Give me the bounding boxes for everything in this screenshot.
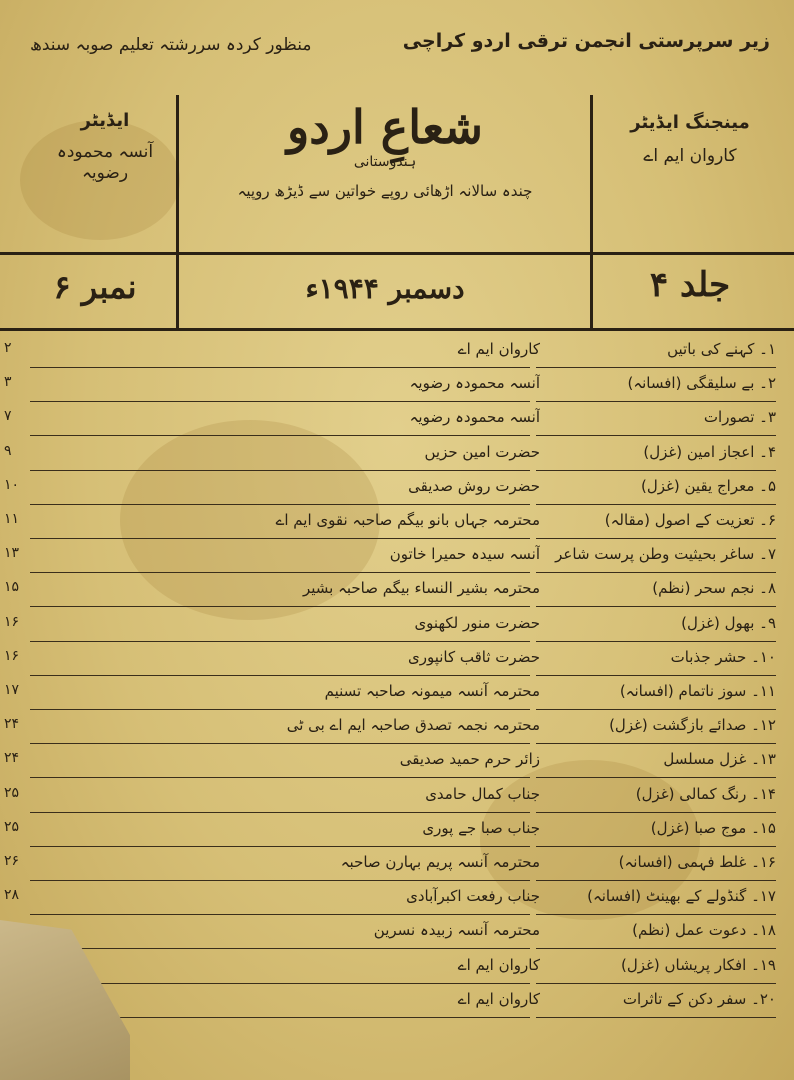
entry-author: جناب رفعت اکبرآبادی — [406, 887, 540, 906]
table-row — [0, 374, 794, 408]
divider-right — [590, 95, 593, 330]
magazine-title: شعاعِ اردو — [287, 100, 483, 154]
table-row — [0, 477, 794, 511]
entry-title: ۶۔ تعزیت کے اصول (مقالہ) — [604, 511, 776, 529]
author-rule — [30, 641, 530, 642]
entry-page: ۱۷ — [4, 682, 20, 698]
entry-title: ۱۱۔ سوز ناتمام (افسانہ) — [619, 682, 776, 700]
title-rule — [536, 572, 776, 573]
entry-page: ۱۶ — [4, 647, 20, 664]
entry-page: ۱۰ — [4, 476, 20, 493]
header-bottom-rule — [0, 328, 794, 331]
title-rule — [536, 743, 776, 744]
entry-title: ۱۸۔ دعوت عمل (نظم) — [632, 921, 776, 940]
entry-author: آنسہ محمودہ رضویہ — [409, 374, 540, 393]
entry-title: ۱۵۔ موج صبا (غزل) — [650, 818, 776, 837]
table-row — [0, 853, 794, 887]
editor-block — [40, 110, 170, 183]
table-row — [0, 340, 794, 374]
table-row — [0, 921, 794, 955]
title-rule — [536, 1017, 776, 1018]
title-rule — [536, 470, 776, 471]
entry-title: ۱۔ کہنے کی باتیں — [667, 340, 776, 358]
editor-name: آنسہ محمودہ رضویہ — [56, 142, 154, 183]
entry-author: محترمہ آنسہ پریم بہارن صاحبہ — [340, 853, 540, 871]
entry-page: ۲۵ — [4, 818, 20, 835]
entry-title: ۱۷۔ گنڈولے کے بھینٹ (افسانہ) — [587, 887, 776, 906]
subscription-line: چندہ سالانہ اڑھائی روپے خواتین سے ڈیڑھ روپیہ — [237, 182, 533, 200]
author-rule — [30, 709, 530, 710]
entry-author: محترمہ آنسہ زبیدہ نسرین — [373, 921, 540, 940]
entry-page: ۲۵ — [4, 784, 20, 801]
patronage-line: زیر سرپرستی انجمن ترقی اردو کراچی — [402, 30, 770, 52]
entry-author: آنسہ محمودہ رضویہ — [409, 408, 540, 427]
manager-name: کاروان ایم اے — [643, 146, 737, 166]
entry-author: محترمہ نجمہ تصدق صاحبہ ایم اے بی ٹی — [286, 716, 540, 735]
entry-title: ۳۔ تصورات — [703, 408, 776, 427]
entry-author: کاروان ایم اے — [457, 955, 540, 974]
table-row — [0, 750, 794, 784]
entry-author: حضرت منور لکھنوی — [414, 613, 540, 632]
author-rule — [30, 538, 530, 539]
entry-title: ۴۔ اعجاز امین (غزل) — [643, 442, 776, 461]
issue-number: نمبر ۶ — [53, 268, 137, 306]
entry-title: ۱۴۔ رنگ کمالی (غزل) — [635, 784, 776, 803]
entry-page: ۱۶ — [4, 613, 20, 630]
entry-title: ۸۔ نجم سحر (نظم) — [652, 579, 776, 598]
author-rule — [30, 743, 530, 744]
table-row — [0, 887, 794, 921]
entry-author: محترمہ آنسہ میمونہ صاحبہ تسنیم — [324, 682, 540, 700]
entry-page: ۳ — [4, 374, 12, 391]
author-rule — [30, 470, 530, 471]
author-rule — [30, 983, 530, 984]
table-row — [0, 819, 794, 853]
title-rule — [536, 606, 776, 607]
table-row — [0, 682, 794, 716]
entry-page: ۲۶ — [4, 853, 20, 869]
masthead — [185, 100, 585, 200]
entry-page: ۱۱ — [4, 511, 20, 527]
manager-label: مینجنگ ایڈیٹر — [630, 112, 750, 133]
divider-left — [176, 95, 179, 330]
editor-label: ایڈیٹر — [80, 110, 130, 131]
author-rule — [30, 914, 530, 915]
title-rule — [536, 367, 776, 368]
entry-page: ۷ — [4, 408, 12, 425]
title-rule — [536, 812, 776, 813]
approval-line: منظور کردہ سررشتہ تعلیم صوبہ سندھ — [30, 35, 312, 55]
entry-author: جناب صبا جے پوری — [422, 818, 540, 837]
table-row — [0, 579, 794, 613]
entry-title: ۱۲۔ صدائے بازگشت (غزل) — [609, 716, 776, 735]
title-rule — [536, 777, 776, 778]
entry-page: ۲۴ — [4, 716, 20, 733]
author-rule — [30, 606, 530, 607]
entry-page: ۹ — [4, 442, 12, 459]
author-rule — [30, 367, 530, 368]
table-row — [0, 956, 794, 990]
table-row — [0, 511, 794, 545]
title-rule — [536, 709, 776, 710]
title-rule — [536, 538, 776, 539]
entry-title: ۱۶۔ غلط فہمی (افسانہ) — [618, 853, 776, 871]
author-rule — [30, 880, 530, 881]
entry-page: ۱۵ — [4, 579, 20, 596]
entry-title: ۲۰۔ سفر دکن کے تاثرات — [622, 989, 776, 1008]
entry-author: جناب کمال حامدی — [425, 784, 540, 803]
entry-author: کاروان ایم اے — [457, 989, 540, 1008]
author-rule — [30, 435, 530, 436]
table-row — [0, 785, 794, 819]
entry-page: ۲۸ — [4, 887, 20, 904]
entry-title: ۱۰۔ حشر جذبات — [670, 647, 776, 666]
title-rule — [536, 914, 776, 915]
entry-author: محترمہ بشیر النساء بیگم صاحبہ بشیر — [302, 579, 540, 598]
title-rule — [536, 983, 776, 984]
title-rule — [536, 675, 776, 676]
title-rule — [536, 880, 776, 881]
author-rule — [30, 948, 530, 949]
entry-author: محترمہ جہاں بانو بیگم صاحبہ نقوی ایم اے — [275, 511, 540, 529]
magazine-subtitle: ہندوستانی — [353, 154, 417, 170]
table-row — [0, 408, 794, 442]
managing-editor-block — [600, 112, 780, 166]
table-row — [0, 716, 794, 750]
entry-title: ۹۔ بھول (غزل) — [681, 613, 776, 632]
author-rule — [30, 572, 530, 573]
entry-page: ۲۴ — [4, 750, 20, 767]
table-row — [0, 443, 794, 477]
title-rule — [536, 846, 776, 847]
title-rule — [536, 641, 776, 642]
author-rule — [30, 401, 530, 402]
table-row — [0, 648, 794, 682]
entry-author: حضرت ثاقب کانپوری — [407, 647, 540, 666]
entry-author: کاروان ایم اے — [457, 340, 540, 358]
author-rule — [30, 675, 530, 676]
entry-author: حضرت روش صدیقی — [408, 476, 540, 495]
title-rule — [536, 948, 776, 949]
entry-title: ۱۳۔ غزل مسلسل — [663, 750, 776, 769]
entry-title: ۱۹۔ افکار پریشاں (غزل) — [621, 955, 776, 974]
entry-title: ۲۔ بے سلیقگی (افسانہ) — [627, 374, 776, 393]
header-divider — [0, 252, 794, 255]
volume-label: جلد ۴ — [649, 265, 731, 305]
entry-page: ۲ — [4, 340, 12, 356]
entry-author: حضرت امین حزیں — [424, 442, 540, 461]
author-rule — [30, 504, 530, 505]
entry-page: ۱۳ — [4, 545, 20, 562]
entry-author: زائر حرم حمید صدیقی — [399, 750, 540, 769]
author-rule — [30, 846, 530, 847]
issue-date: دسمبر ۱۹۴۴ء — [305, 272, 465, 305]
author-rule — [30, 812, 530, 813]
table-row — [0, 614, 794, 648]
entry-title: ۵۔ معراج یقین (غزل) — [641, 476, 776, 495]
author-rule — [30, 777, 530, 778]
entry-author: آنسہ سیدہ حمیرا خاتون — [389, 545, 540, 564]
title-rule — [536, 504, 776, 505]
table-row — [0, 545, 794, 579]
entry-title: ۷۔ ساغر بحیثیت وطن پرست شاعر — [555, 545, 776, 564]
title-rule — [536, 435, 776, 436]
title-rule — [536, 401, 776, 402]
